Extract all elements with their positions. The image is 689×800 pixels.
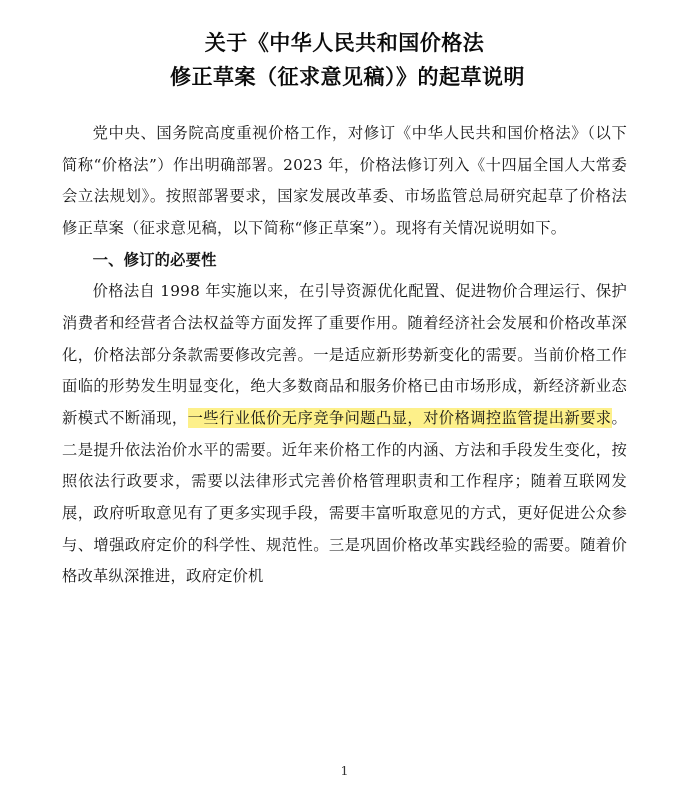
paragraph-intro bbox=[62, 118, 627, 245]
paragraph-run-plain-1: 价格法自 1998 年实施以来，在引导资源优化配置、促进物价合理运行、保护消费者和经营者合法权益等方面发挥了重要作用。随着经济社会发展和价格改革深化，价格法部分条款需要修改完善。一是适应新形势新变化的需要。当前价格工作面临的形势发生明显变化，绝大多数商品和服务价格已由市场形成，新经济新业态新模式不断涌现， bbox=[62, 282, 627, 427]
paragraph-section-1-body bbox=[62, 276, 627, 593]
page-title-line-2: 修正草案（征求意见稿）》的起草说明 bbox=[170, 64, 525, 90]
document-body bbox=[62, 118, 627, 593]
paragraph-intro-text: 党中央、国务院高度重视价格工作，对修订《中华人民共和国价格法》（以下简称“价格法”）作出明确部署。2023 年，价格法修订列入《十四届全国人大常委会立法规划》。按照部署要求，国家发展改革委、市场监管总局研究起草了价格法修正草案（征求意见稿，以下简称“修正草案”）。现将有关情况说明如下。 bbox=[62, 124, 627, 237]
section-heading-necessity bbox=[62, 245, 627, 277]
section-heading-necessity-text: 一、修订的必要性 bbox=[92, 250, 217, 269]
page-title-line-1: 关于《中华人民共和国价格法 bbox=[204, 30, 485, 55]
paragraph-run-plain-2: 。二是提升依法治价水平的需要。近年来价格工作的内涵、方法和手段发生变化，按照依法行政要求，需要以法律形式完善价格管理职责和工作程序；随着互联网发展，政府听取意见有了更多实现手段，需要丰富听取意见的方式，更好促进公众参与、增强政府定价的科学性、规范性。三是巩固价格改革实践经验的需要。随着价格改革纵深推进，政府定价机 bbox=[62, 408, 627, 586]
page-number: 1 bbox=[340, 763, 349, 778]
page-title bbox=[62, 18, 627, 94]
highlighted-text: 一些行业低价无序竞争问题凸显，对价格调控监管提出新要求 bbox=[187, 408, 612, 427]
